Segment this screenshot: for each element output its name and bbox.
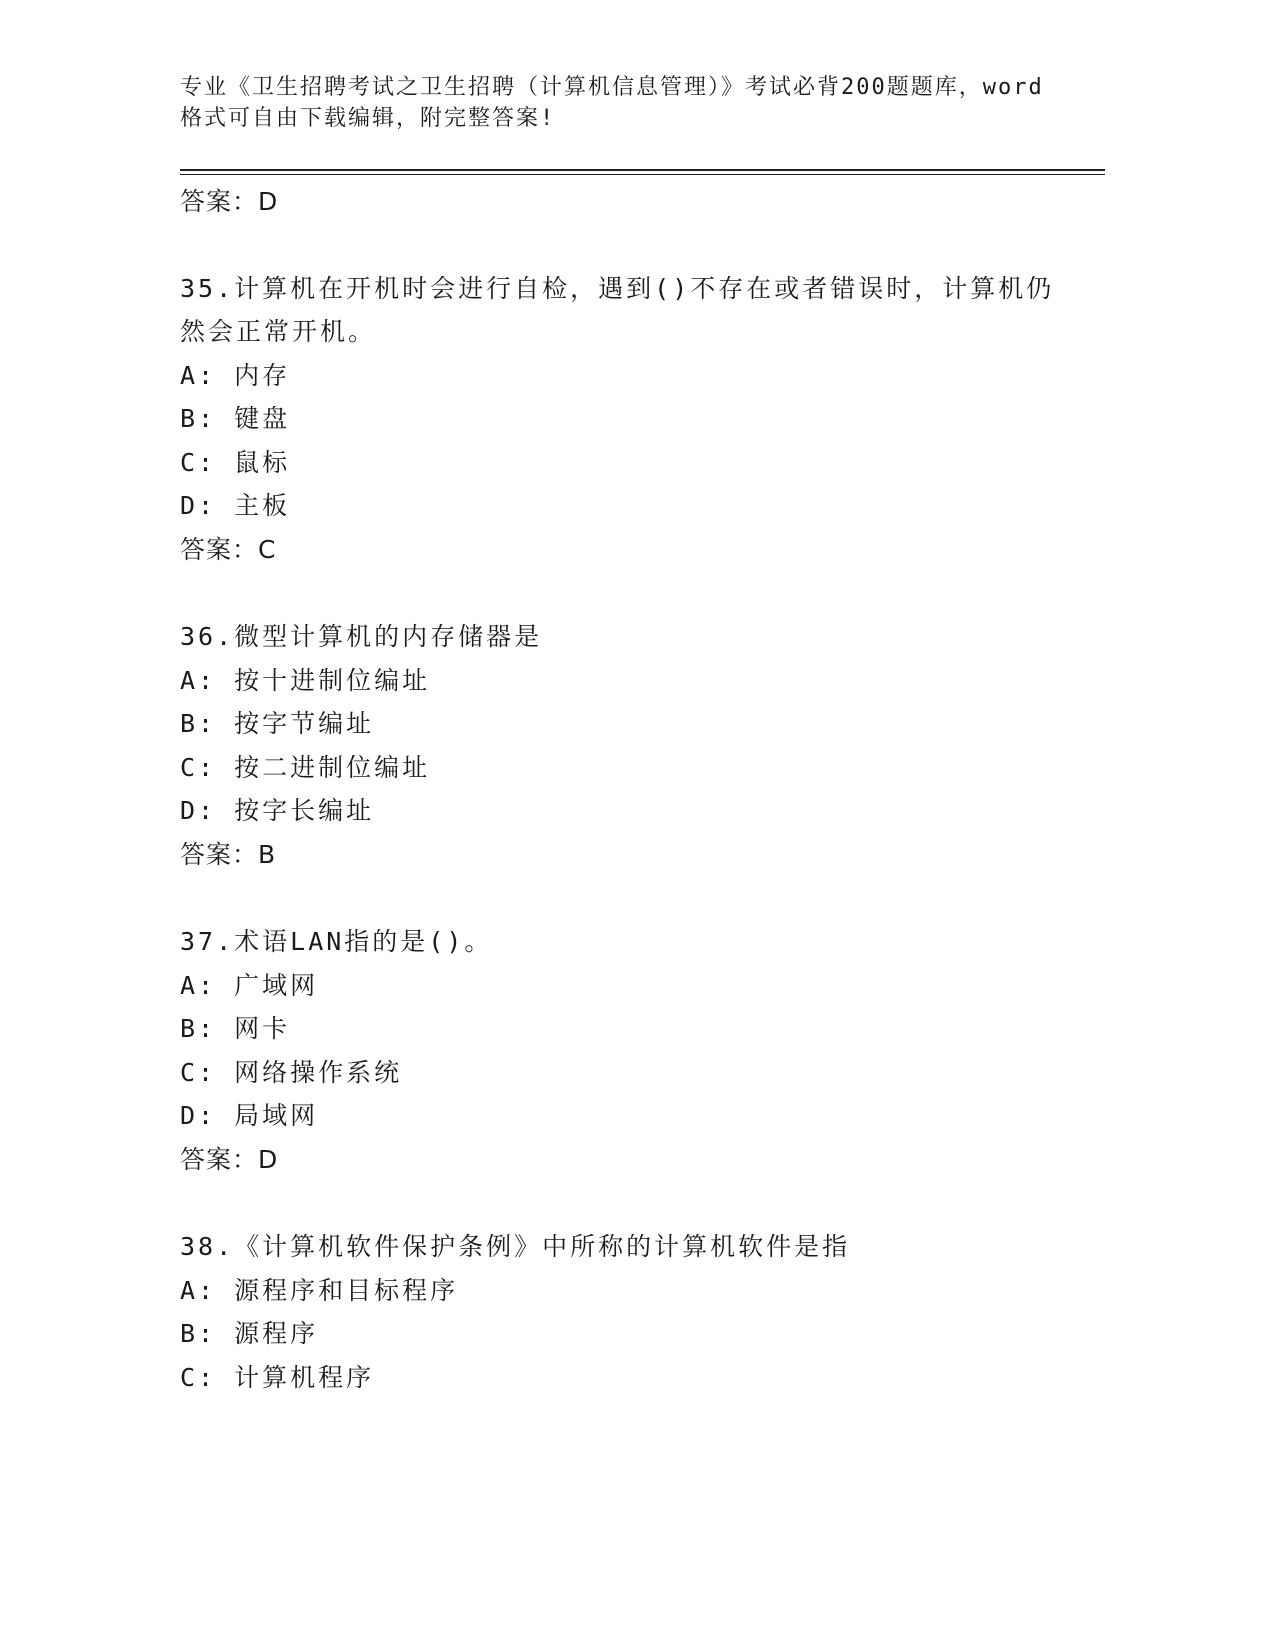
- question-37-text: 37.术语LAN指的是()。: [180, 927, 493, 956]
- question-36-option-c: C: 按二进制位编址: [180, 753, 431, 782]
- question-37-option-a: A: 广域网: [180, 971, 319, 1000]
- question-38-option-b: B: 源程序: [180, 1319, 319, 1348]
- header-divider-thick: [180, 169, 1105, 171]
- question-38-option-c: C: 计算机程序: [180, 1363, 375, 1392]
- question-35-option-a: A: 内存: [180, 361, 291, 390]
- document-header: [180, 72, 1080, 134]
- question-35-option-b: B: 键盘: [180, 404, 291, 433]
- question-35-option-d: D: 主板: [180, 491, 291, 520]
- question-35-text-line-2: 然会正常开机。: [180, 317, 377, 346]
- question-38-text: 38.《计算机软件保护条例》中所称的计算机软件是指: [180, 1232, 851, 1261]
- header-line-2: 格式可自由下载编辑，附完整答案!: [180, 106, 556, 131]
- question-37-option-d: D: 局域网: [180, 1101, 319, 1130]
- question-37-answer: 答案：D: [180, 1145, 279, 1174]
- question-35-answer: 答案：C: [180, 535, 277, 564]
- question-38-option-a: A: 源程序和目标程序: [180, 1276, 459, 1305]
- question-35-text-line-1: 35.计算机在开机时会进行自检，遇到()不存在或者错误时，计算机仍: [180, 274, 1055, 303]
- question-36-option-b: B: 按字节编址: [180, 709, 375, 738]
- question-36-answer: 答案：B: [180, 840, 277, 869]
- question-36-option-d: D: 按字长编址: [180, 796, 375, 825]
- question-37-option-c: C: 网络操作系统: [180, 1058, 403, 1087]
- question-36-option-a: A: 按十进制位编址: [180, 666, 431, 695]
- question-36-text: 36.微型计算机的内存储器是: [180, 622, 543, 651]
- question-35-option-c: C: 鼠标: [180, 448, 291, 477]
- question-37-option-b: B: 网卡: [180, 1014, 291, 1043]
- header-divider-thin: [180, 174, 1105, 175]
- answer-prev: 答案：D: [180, 187, 279, 216]
- header-line-1: 专业《卫生招聘考试之卫生招聘（计算机信息管理）》考试必背200题题库，word: [180, 75, 1044, 100]
